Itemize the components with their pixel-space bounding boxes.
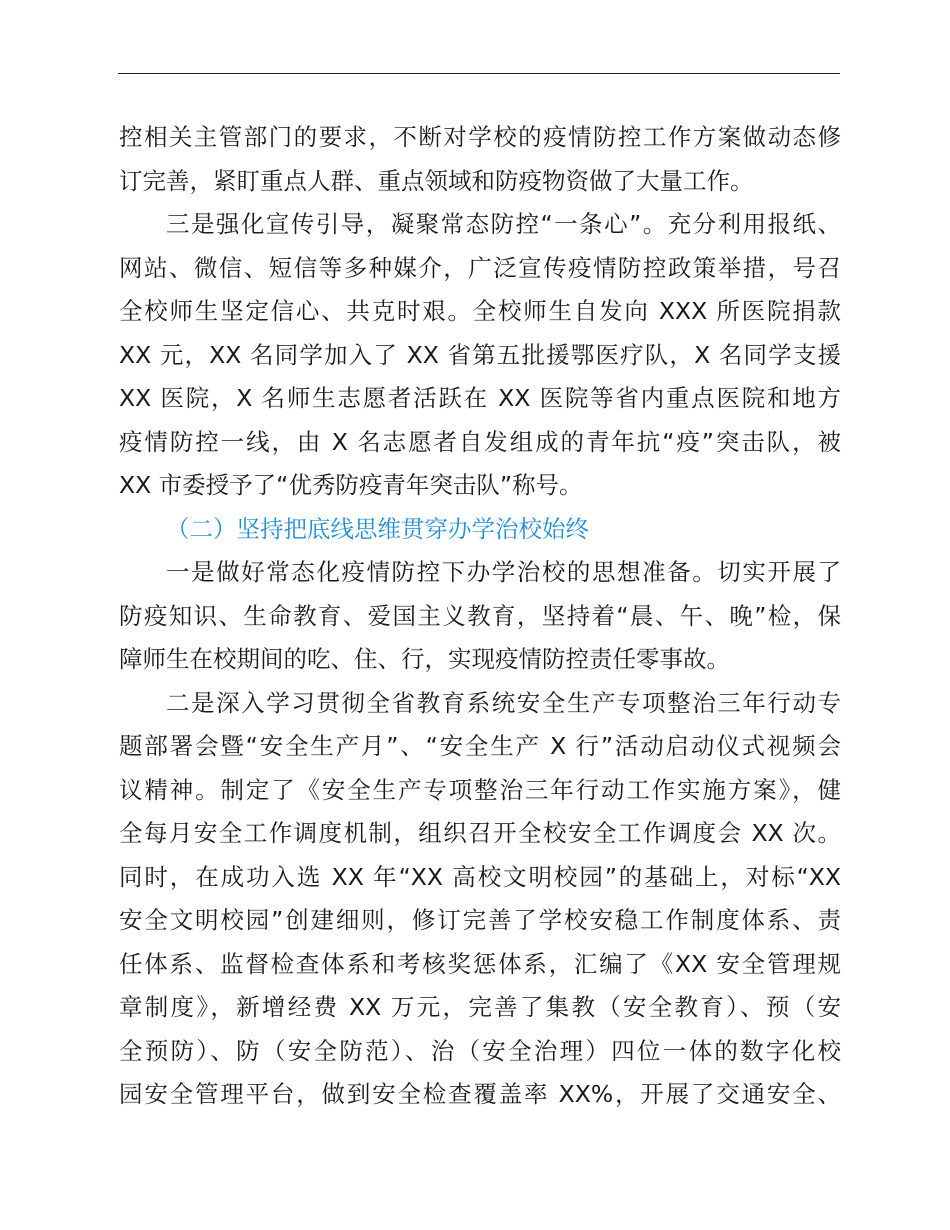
text-line: 安全文明校园”创建细则，修订完善了学校安稳工作制度体系、责 (119, 906, 841, 934)
text-line: 题部署会暨“安全生产月”、“安全生产 X 行”活动启动仪式视频会 (119, 732, 841, 760)
text-line: XX 医院，X 名师生志愿者活跃在 XX 医院等省内重点医院和地方 (119, 384, 841, 412)
text-line: 全校师生坚定信心、共克时艰。全校师生自发向 XXX 所医院捐款 (119, 297, 841, 325)
text-line: 全每月安全工作调度机制，组织召开全校安全工作调度会 XX 次。 (119, 819, 841, 847)
text-line: 防疫知识、生命教育、爱国主义教育，坚持着“晨、午、晚”检，保 (119, 601, 841, 630)
text-line: 疫情防控一线，由 X 名志愿者自发组成的青年抗“疫”突击队，被 (119, 427, 841, 456)
text-line: XX 市委授予了“优秀防疫青年突击队”称号。 (119, 471, 583, 499)
text-line: 障师生在校期间的吃、住、行，实现疫情防控责任零事故。 (119, 645, 730, 673)
body-text (119, 116, 841, 1117)
text-line: 议精神。制定了《安全生产专项整治三年行动工作实施方案》，健 (119, 775, 841, 804)
text-line: 同时，在成功入选 XX 年“XX 高校文明校园”的基础上，对标“XX (119, 862, 841, 891)
text-line: XX 元，XX 名同学加入了 XX 省第五批援鄂医疗队，X 名同学支援 (119, 340, 841, 369)
text-line: 章制度》，新增经费 XX 万元，完善了集教（安全教育）、预（安 (119, 993, 841, 1021)
text-line: 全预防）、防（安全防范）、治（安全治理）四位一体的数字化校 (119, 1036, 841, 1065)
text-line: 园安全管理平台，做到安全检查覆盖率 XX%，开展了交通安全、 (119, 1080, 841, 1108)
section-heading: （二）坚持把底线思维贯穿办学治校始终 (166, 514, 589, 543)
text-line: 订完善，紧盯重点人群、重点领域和防疫物资做了大量工作。 (119, 166, 754, 195)
header-rule (118, 73, 840, 74)
text-line: 网站、微信、短信等多种媒介，广泛宣传疫情防控政策举措，号召 (119, 253, 841, 282)
text-line: 任体系、监督检查体系和考核奖惩体系，汇编了《XX 安全管理规 (119, 949, 841, 978)
paragraph-start: 三是强化宣传引导，凝聚常态防控“一条心”。充分利用报纸、 (166, 210, 841, 238)
paragraph-start: 一是做好常态化疫情防控下办学治校的思想准备。切实开展了 (166, 558, 841, 586)
paragraph-start: 二是深入学习贯彻全省教育系统安全生产专项整治三年行动专 (166, 688, 841, 717)
text-line: 控相关主管部门的要求，不断对学校的疫情防控工作方案做动态修 (119, 123, 841, 151)
